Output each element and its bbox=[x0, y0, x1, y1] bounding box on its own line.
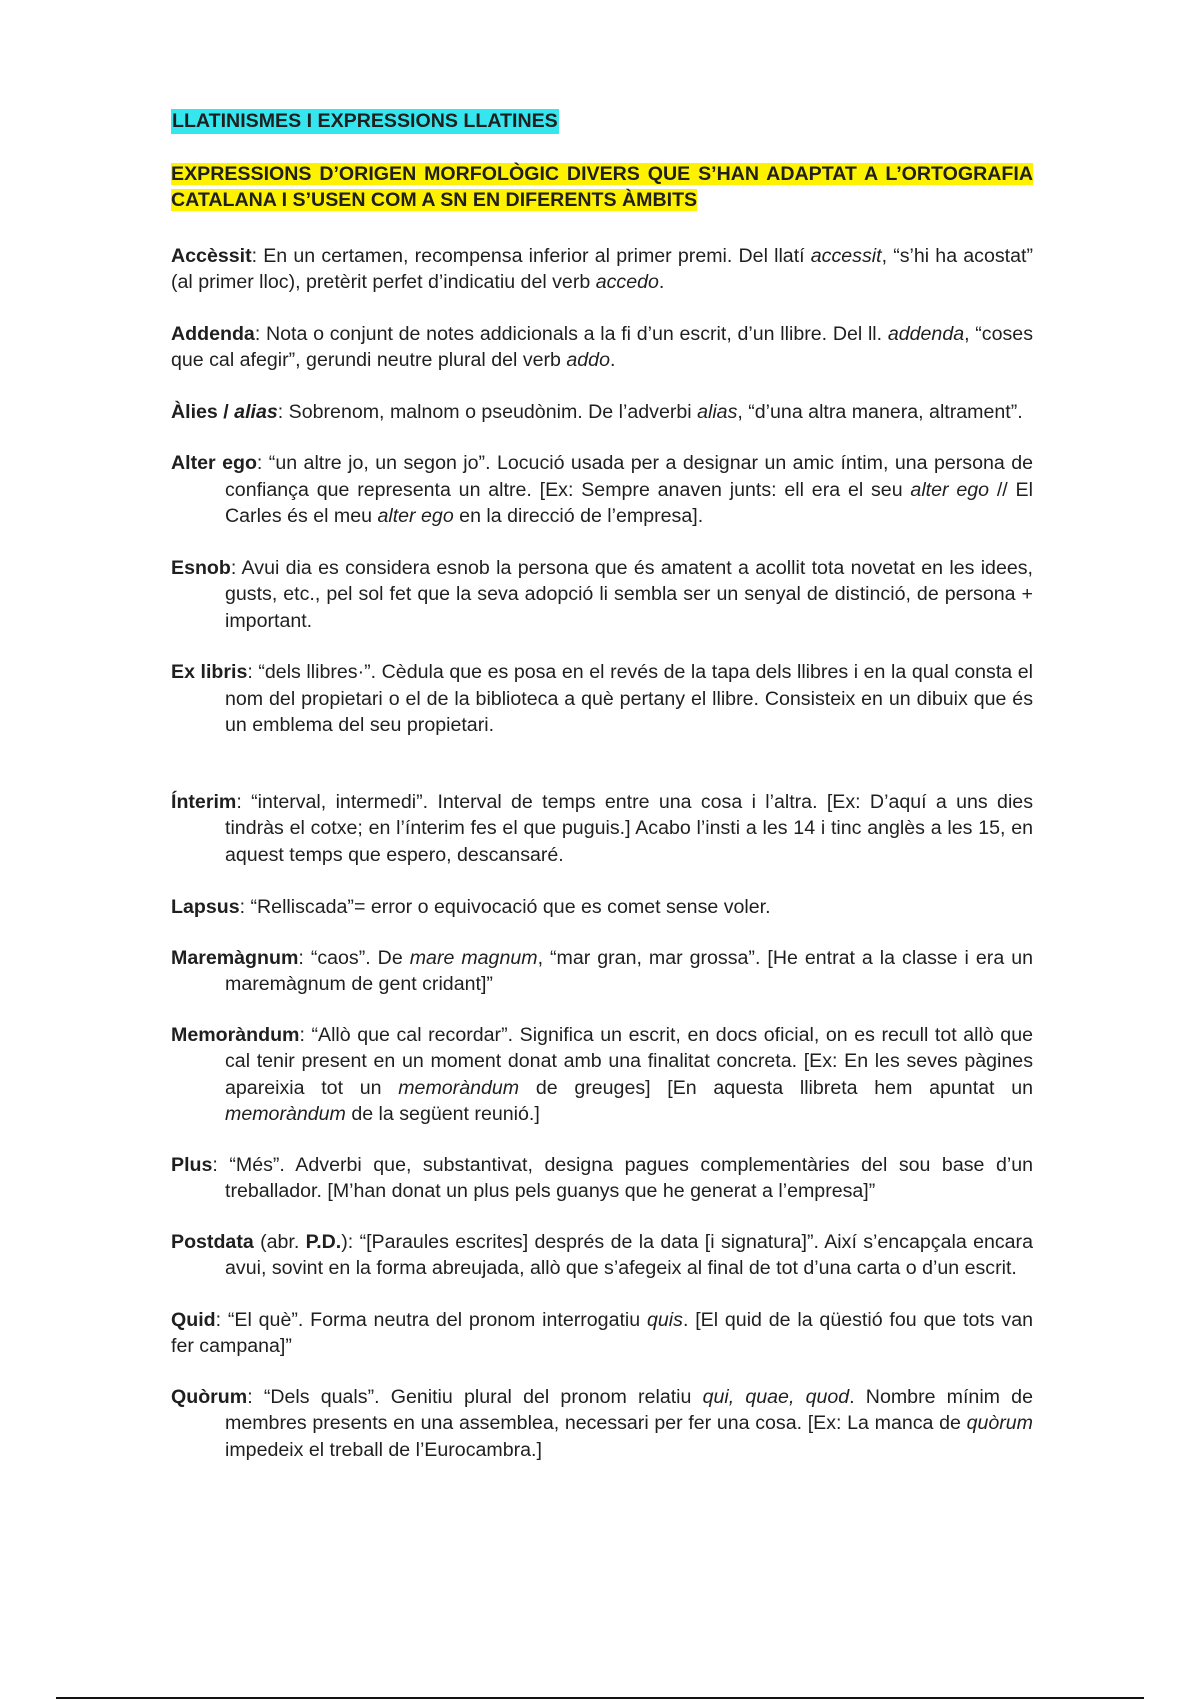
glossary-entry bbox=[171, 659, 1033, 739]
section-heading bbox=[171, 161, 1033, 214]
entry-text: : “Més”. Adverbi que, substantivat, designa pagues complementàries del sou base d’un treballador. [M’han donat un plus pels guanys que he generat a l’empresa]” bbox=[212, 1153, 1033, 1202]
entry-text: . bbox=[658, 271, 665, 293]
entry-term: Accèssit bbox=[171, 244, 252, 267]
entry-text: de greuges] [En aquesta llibreta hem apuntat un bbox=[519, 1076, 1033, 1099]
entry-text: alias bbox=[697, 400, 738, 423]
glossary-entry bbox=[171, 1152, 1033, 1205]
glossary-entry bbox=[171, 789, 1033, 869]
glossary-entry bbox=[171, 1307, 1033, 1360]
entry-text: : “Dels quals”. Genitiu plural del pronom relatiu bbox=[247, 1385, 703, 1408]
entry-text: de la següent reunió.] bbox=[345, 1103, 540, 1125]
entry-term: Esnob bbox=[171, 556, 231, 579]
entry-text: : “interval, intermedi”. Interval de temps entre una cosa i l’altra. [Ex: D’aquí a uns dies tindràs el cotxe; en l’ínterim fes el que puguis.] Acabo l’insti a les 14 i tinc anglès a les 15, en aquest temps que espero, descansaré. bbox=[225, 790, 1033, 866]
entry-term: Ex libris bbox=[171, 661, 248, 683]
entry-text: impedeix el treball de l’Eurocambra.] bbox=[225, 1438, 542, 1461]
glossary-entry bbox=[171, 1384, 1033, 1464]
glossary-entry bbox=[171, 450, 1033, 530]
entry-text: addo bbox=[566, 349, 610, 371]
entry-text: : “Relliscada”= error o equivocació que es comet sense voler. bbox=[239, 896, 771, 918]
entry-text: , “coses que cal afegir”, gerundi neutre plural del verb bbox=[171, 322, 1033, 371]
entry-text: : Avui dia es considera esnob la persona que és amatent a acollit tota novetat en les idees, gusts, etc., pel sol fet que la seva adopció li sembla ser un senyal de distinció, de persona + important. bbox=[225, 556, 1033, 632]
entry-term: Memoràndum bbox=[171, 1023, 300, 1046]
entry-text: : “caos”. De bbox=[298, 946, 410, 969]
entry-term: Plus bbox=[171, 1153, 213, 1176]
entry-text: memoràndum bbox=[225, 1103, 346, 1125]
entry-text: , “s’hi ha acostat” (al primer lloc), pretèrit perfet d’indicatiu del verb bbox=[171, 244, 1033, 293]
entry-text: , “mar gran, mar grossa”. [He entrat a la classe i era un maremàgnum de gent cridant]” bbox=[225, 946, 1033, 995]
entry-text: en la direcció de l’empresa]. bbox=[453, 505, 704, 527]
entry-term-alt: alias bbox=[234, 400, 278, 423]
entry-text: ): “[Paraules escrites] després de la data [i signatura]”. Així s’encapçala encara avui, sovint en la forma abreujada, allò que s’afegeix al final de tot d’una carta o d’un escrit. bbox=[225, 1230, 1033, 1279]
page-bottom-rule bbox=[56, 1697, 1144, 1699]
entry-term: Alter ego bbox=[171, 452, 257, 474]
entry-text: : “un altre jo, un segon jo”. Locució usada per a designar un amic íntim, una persona de confiança que representa un altre. [Ex: Sempre anaven junts: ell era el seu bbox=[225, 452, 1034, 501]
entry-text: : “El què”. Forma neutra del pronom interrogatiu bbox=[215, 1308, 647, 1331]
entry-text: mare magnum bbox=[409, 946, 538, 969]
entry-text: . Nombre mínim de membres presents en una assemblea, necessari per fer una cosa. [Ex: La manca de bbox=[225, 1385, 1033, 1434]
entry-text: // El Carles és el meu bbox=[225, 478, 1033, 527]
entry-text: : En un certamen, recompensa inferior al primer premi. Del llatí bbox=[251, 244, 811, 267]
entry-text: : Nota o conjunt de notes addicionals a la fi d’un escrit, d’un llibre. Del ll. bbox=[254, 322, 888, 345]
glossary-entry bbox=[171, 555, 1033, 635]
entry-term: Ínterim bbox=[171, 790, 237, 813]
entry-text: : Sobrenom, malnom o pseudònim. De l’adverbi bbox=[277, 400, 698, 423]
entry-term: Quid bbox=[171, 1308, 216, 1331]
entry-term: Maremàgnum bbox=[171, 946, 299, 969]
entry-text: P.D. bbox=[305, 1230, 342, 1253]
page-title: LLATINISMES I EXPRESSIONS LLATINES bbox=[172, 110, 558, 132]
entry-text: quis bbox=[647, 1308, 683, 1331]
glossary-entry bbox=[171, 1022, 1033, 1128]
entry-term: Quòrum bbox=[171, 1385, 248, 1408]
entry-text: : “dels llibres·”. Cèdula que es posa en el revés de la tapa dels llibres i en la qual consta el nom del propietari o el de la biblioteca a què pertany el llibre. Consisteix en un dibuix que és un emblema del seu propietari. bbox=[225, 661, 1033, 736]
entry-term: Àlies / bbox=[171, 400, 235, 423]
entry-text: quòrum bbox=[966, 1412, 1033, 1434]
section-heading-text: EXPRESSIONS D’ORIGEN MORFOLÒGIC DIVERS QUE S’HAN ADAPTAT A L’ORTOGRAFIA CATALANA I S’USEN COM A SN EN DIFERENTS ÀMBITS bbox=[171, 162, 1033, 211]
entry-text: addenda bbox=[887, 322, 965, 345]
entry-text: alter ego bbox=[910, 478, 990, 501]
glossary-entry bbox=[171, 1229, 1033, 1282]
glossary-entry bbox=[171, 399, 1033, 426]
entry-text: accessit bbox=[810, 244, 882, 267]
entry-term: Addenda bbox=[171, 322, 255, 345]
glossary-entry bbox=[171, 321, 1033, 374]
entry-text: qui, quae, quod bbox=[702, 1385, 850, 1408]
entry-term: Lapsus bbox=[171, 896, 240, 918]
entry-term: Postdata bbox=[171, 1230, 254, 1253]
glossary-entry bbox=[171, 243, 1033, 296]
entry-text: accedo bbox=[595, 271, 659, 293]
entry-text: memoràndum bbox=[398, 1076, 520, 1099]
glossary-list bbox=[171, 243, 1033, 1464]
entry-text: . [El quid de la qüestió fou que tots van fer campana]” bbox=[171, 1308, 1033, 1357]
glossary-entry bbox=[171, 945, 1033, 998]
entry-text: (abr. bbox=[253, 1230, 306, 1253]
entry-text: . bbox=[609, 349, 616, 371]
entry-text: : “Allò que cal recordar”. Significa un escrit, en docs oficial, on es recull tot allò que cal tenir present en un moment donat amb una finalitat concreta. [Ex: En les seves pàgines apareixia tot un bbox=[225, 1023, 1033, 1099]
entry-text: , “d’una altra manera, altrament”. bbox=[737, 400, 1023, 423]
entry-text: alter ego bbox=[377, 505, 454, 527]
glossary-entry bbox=[171, 894, 1033, 921]
document-page bbox=[171, 108, 1033, 1463]
